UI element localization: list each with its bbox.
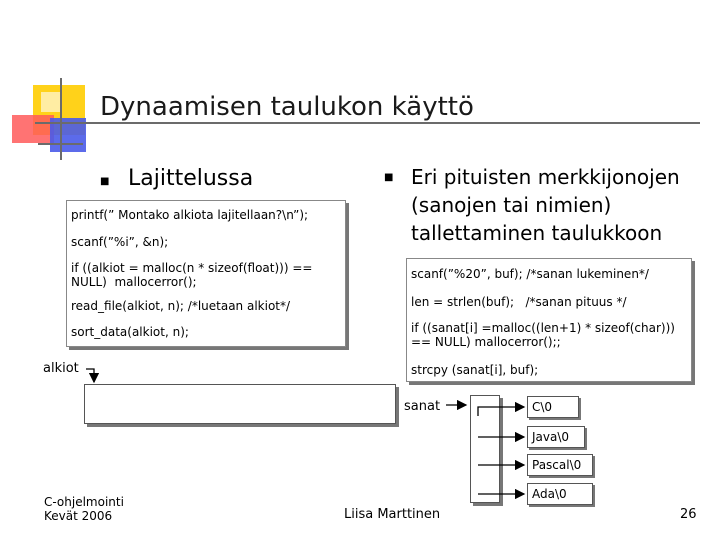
sanat-label: sanat: [404, 399, 441, 414]
code-line: printf(” Montako alkiota lajitellaan?\n”);: [71, 208, 309, 222]
footer-term: Kevät 2006: [44, 509, 113, 523]
left-heading: Lajittelussa: [128, 166, 254, 191]
page-number: 26: [680, 507, 697, 522]
string-box: Pascal\0: [527, 454, 593, 476]
string-box: Ada\0: [527, 483, 593, 505]
code-line: read_file(alkiot, n); /*luetaan alkiot*/: [71, 299, 291, 313]
string-box: C\0: [527, 396, 579, 418]
code-line: if ((sanat[i] =malloc((len+1) * sizeof(char))) == NULL) mallocerror();;: [411, 321, 679, 349]
code-line: sort_data(alkiot, n);: [71, 325, 189, 339]
string-box: Java\0: [527, 426, 585, 448]
code-line: strcpy (sanat[i], buf);: [411, 363, 539, 377]
alkiot-label: alkiot: [43, 361, 79, 376]
code-line: scanf(”%i”, &n);: [71, 235, 169, 249]
bullet-icon: ■: [384, 172, 394, 183]
alkiot-arrow: [86, 369, 94, 382]
code-line: scanf(”%20”, buf); /*sanan lukeminen*/: [411, 267, 649, 281]
footer-author: Liisa Marttinen: [344, 507, 441, 522]
pointer-arrow-c: [478, 407, 524, 416]
code-line: len = strlen(buf); /*sanan pituus */: [411, 295, 627, 309]
right-heading: Eri pituisten merkkijonojen (sanojen tai nimien) tallettaminen taulukkoon: [411, 165, 680, 245]
bullet-icon: ■: [100, 176, 110, 187]
slide-title: Dynaamisen taulukon käyttö: [100, 92, 474, 122]
footer-course-name: C-ohjelmointi: [44, 495, 124, 509]
code-line: if ((alkiot = malloc(n * sizeof(float))) == NULL) mallocerror();: [71, 261, 317, 289]
footer-course: [44, 495, 124, 523]
